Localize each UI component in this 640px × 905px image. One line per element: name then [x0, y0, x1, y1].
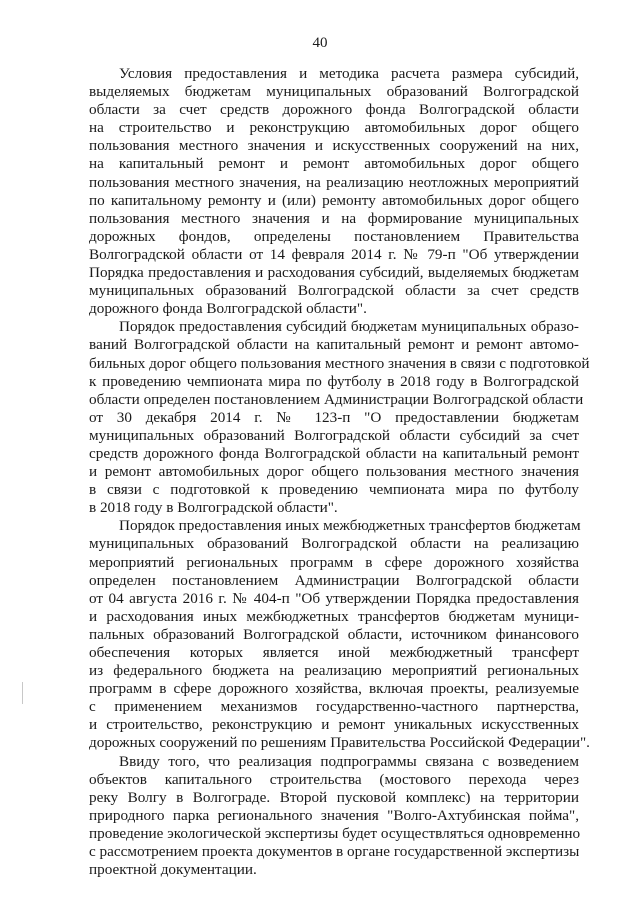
- text-line: пользования местного значения и искусственных сооружений на них,: [89, 137, 579, 155]
- paragraph-ecological-expertise: [89, 753, 579, 880]
- text-line: выделяемых бюджетам муниципальных образований Волгоградской: [89, 83, 579, 101]
- paragraph-interbudget-transfers: [89, 517, 590, 752]
- text-line: пользования местного значения и на формирование муниципальных: [89, 209, 579, 227]
- text-line: на капитальный ремонт и ремонт автомобильных дорог общего: [89, 155, 579, 173]
- text-line: и строительство, реконструкцию и ремонт уникальных искусственных: [89, 716, 579, 734]
- text-line: дорожных фондов, определены постановлением Правительства: [89, 227, 579, 245]
- text-line: средств дорожного фонда Волгоградской области на капитальный ремонт: [89, 444, 579, 462]
- text-line: и ремонт автомобильных дорог общего пользования местного значения: [89, 463, 579, 481]
- text-line: с рассмотрением проекта документов в органе государственной экспертизы: [89, 843, 580, 861]
- text-line: от 30 декабря 2014 г. № 123-п "О предоставлении бюджетам: [89, 408, 579, 426]
- text-line: и расходования иных межбюджетных трансфертов бюджетам муници-: [89, 607, 579, 625]
- text-line: на строительство и реконструкцию автомобильных дорог общего: [89, 119, 579, 137]
- text-line: программ в сфере дорожного хозяйства, включая проекты, реализуемые: [89, 680, 579, 698]
- text-line: муниципальных образований Волгоградской области субсидий за счет: [89, 426, 579, 444]
- text-line: определен постановлением Администрации Волгоградской области: [89, 571, 579, 589]
- text-line: реку Волгу в Волгограде. Второй пусковой комплекс) на территории: [89, 788, 579, 806]
- text-line: дорожного фонда Волгоградской области".: [89, 300, 367, 318]
- text-line: из федерального бюджета на реализацию мероприятий региональных: [89, 662, 579, 680]
- text-line: в 2018 году в Волгоградской области".: [89, 499, 338, 517]
- text-line: ваний Волгоградской области на капитальный ремонт и ремонт автомо-: [89, 336, 579, 354]
- text-line: к проведению чемпионата мира по футболу в 2018 году в Волгоградской: [89, 372, 579, 390]
- text-line: области за счет средств дорожного фонда Волгоградской области: [89, 101, 579, 119]
- text-line: области определен постановлением Администрации Волгоградской области: [89, 390, 584, 408]
- text-line: с применением механизмов государственно-частного партнерства,: [89, 698, 579, 716]
- text-line: Порядок предоставления иных межбюджетных трансфертов бюджетам: [119, 517, 581, 535]
- text-line: в связи с подготовкой к проведению чемпионата мира по футболу: [89, 481, 579, 499]
- text-line: природного парка регионального значения "Волго-Ахтубинская пойма",: [89, 806, 579, 824]
- text-line: Ввиду того, что реализация подпрограммы связана с возведением: [119, 752, 579, 770]
- document-body: [89, 65, 590, 879]
- text-line: проведение экологической экспертизы будет осуществляться одновременно: [89, 824, 581, 842]
- text-line: от 04 августа 2016 г. № 404-п "Об утверждении Порядка предоставления: [89, 589, 579, 607]
- text-line: Условия предоставления и методика расчета размера субсидий,: [119, 65, 579, 82]
- text-line: муниципальных образований Волгоградской области на реализацию: [89, 535, 579, 553]
- text-line: муниципальных образований Волгоградской области за счет средств: [89, 282, 579, 300]
- text-line: обеспечения которых является иной межбюджетный трансферт: [89, 644, 579, 661]
- paragraph-world-cup-roads: [89, 318, 590, 517]
- text-line: бильных дорог общего пользования местного значения в связи с подготовкой: [89, 354, 590, 372]
- text-line: дорожных сооружений по решениям Правительства Российской Федерации".: [89, 734, 590, 752]
- text-line: Порядка предоставления и расходования субсидий, выделяемых бюджетам: [89, 264, 579, 282]
- text-line: пальных образований Волгоградской области, источником финансового: [89, 625, 579, 643]
- text-line: проектной документации.: [89, 861, 257, 879]
- text-line: по капитальному ремонту и (или) ремонту автомобильных дорог общего: [89, 191, 579, 209]
- text-line: Волгоградской области от 14 февраля 2014 г. № 79-п "Об утверждении: [89, 245, 579, 263]
- scan-margin-mark: [22, 682, 23, 704]
- page-number: 40: [312, 35, 328, 51]
- text-line: объектов капитального строительства (мостового перехода через: [89, 770, 579, 788]
- text-line: Порядок предоставления субсидий бюджетам муниципальных образо-: [119, 318, 579, 336]
- text-line: мероприятий региональных программ в сфере дорожного хозяйства: [89, 553, 579, 571]
- text-line: пользования местного значения, на реализацию неотложных мероприятий: [89, 173, 579, 191]
- paragraph-subsidy-conditions: [89, 65, 579, 318]
